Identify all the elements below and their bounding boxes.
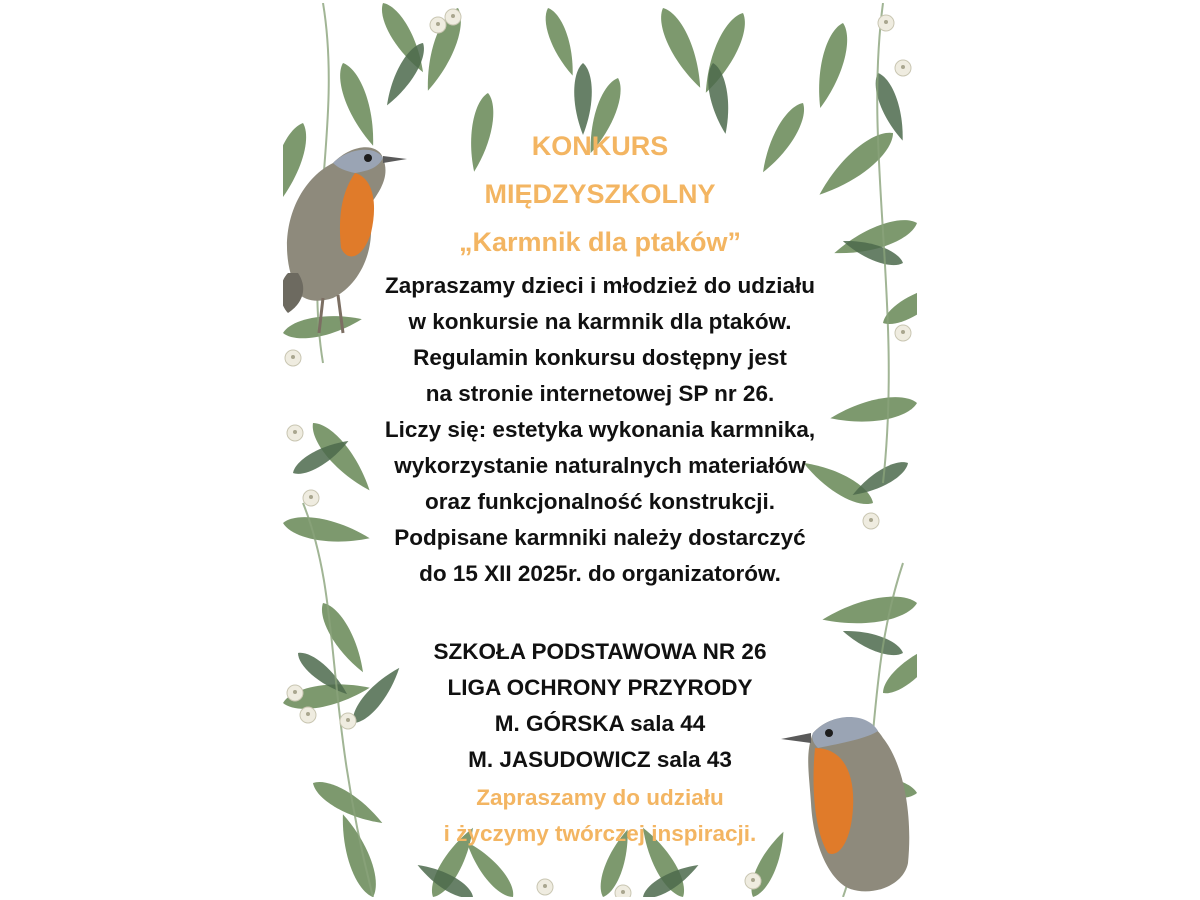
body-line: Liczy się: estetyka wykonania karmnika, (384, 417, 816, 442)
organizer-liga: LIGA OCHRONY PRZYRODY (447, 675, 753, 700)
poster (283, 3, 917, 897)
body-line: na stronie internetowej SP nr 26. (425, 381, 775, 406)
organizer-school: SZKOŁA PODSTAWOWA NR 26 (433, 639, 767, 664)
heading-contest-name: „Karmnik dla ptaków” (458, 227, 742, 257)
body-line: w konkursie na karmnik dla ptaków. (408, 309, 792, 334)
body-line: wykorzystanie naturalnych materiałów (394, 453, 806, 478)
organizer-gorska: M. GÓRSKA sala 44 (494, 711, 706, 736)
heading-miedzyszkolny: MIĘDZYSZKOLNY (484, 179, 716, 209)
body-line: oraz funkcjonalność konstrukcji. (424, 489, 776, 514)
body-line: Regulamin konkursu dostępny jest (413, 345, 787, 370)
closing-invite: Zapraszamy do udziału (476, 785, 724, 810)
organizer-jasudowicz: M. JASUDOWICZ sala 43 (468, 747, 732, 772)
body-line: Podpisane karmniki należy dostarczyć (394, 525, 806, 550)
heading-konkurs: KONKURS (531, 131, 669, 161)
body-line: Zapraszamy dzieci i młodzież do udziału (384, 273, 816, 298)
poster-text (283, 3, 917, 897)
closing-wishes: i życzymy twórczej inspiracji. (443, 821, 757, 846)
body-line: do 15 XII 2025r. do organizatorów. (419, 561, 781, 586)
